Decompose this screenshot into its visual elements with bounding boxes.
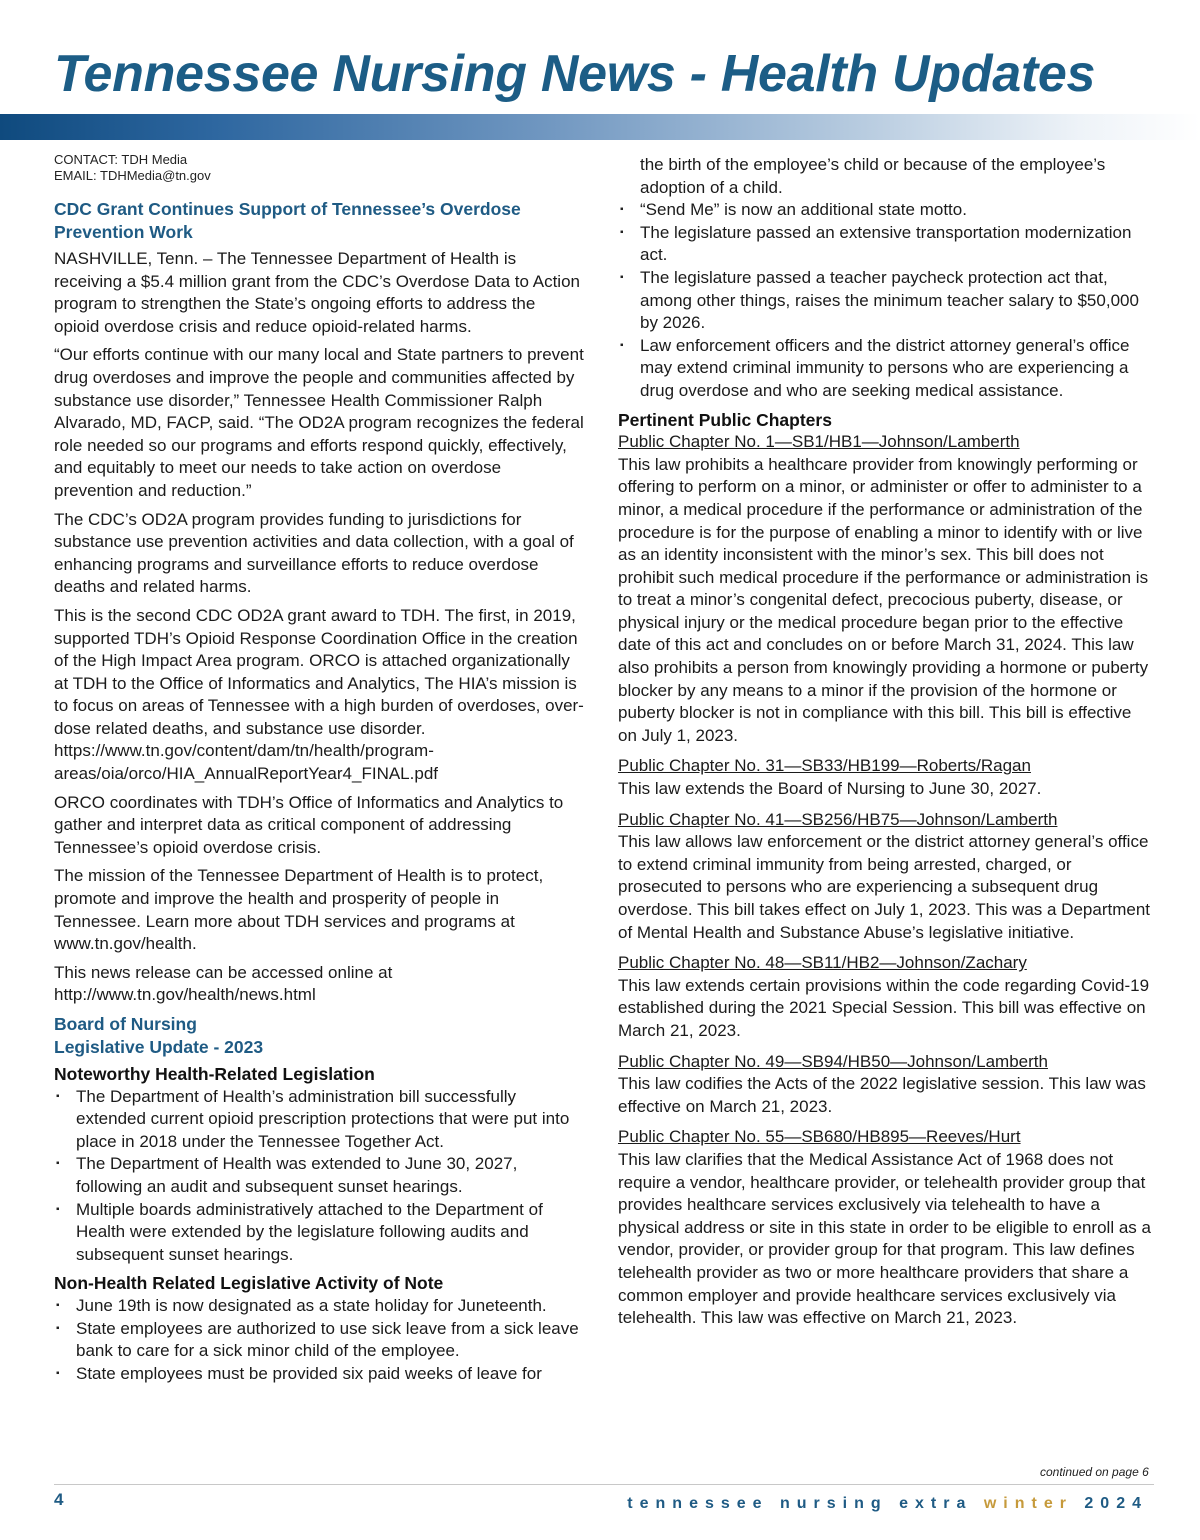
legislation-list bbox=[618, 199, 1153, 402]
nonhealth-heading: Non-Health Related Legislative Activity of Note bbox=[54, 1273, 444, 1294]
publication-name: tennessee nursing extra bbox=[627, 1495, 973, 1512]
right-column bbox=[618, 154, 1153, 1338]
issue-year: 2024 bbox=[1084, 1495, 1148, 1512]
list-item: ▪ June 19th is now designated as a state holiday for Juneteenth. bbox=[54, 1295, 584, 1318]
noteworthy-list bbox=[54, 1086, 584, 1267]
list-item: ▪ The Department of Health’s administration bill successfully extended current opioid prescription protections that were put into place in 2018 under the Tennessee Together Act. bbox=[54, 1086, 584, 1154]
noteworthy-heading: Noteworthy Health-Related Legislation bbox=[54, 1064, 375, 1084]
chapter-entry bbox=[618, 952, 1153, 1042]
footer-divider bbox=[54, 1484, 1154, 1485]
list-item: ▪ “Send Me” is now an additional state motto. bbox=[618, 199, 1153, 222]
chapter-entry bbox=[618, 1126, 1153, 1329]
list-item: ▪ Law enforcement officers and the district attorney general’s office may extend criminal immunity to persons who are experiencing a drug overdose and who are seeking medical assistance. bbox=[618, 335, 1153, 403]
board-title bbox=[54, 1013, 584, 1059]
chapter-title: Public Chapter No. 55—SB680/HB895—Reeves/Hurt bbox=[618, 1127, 1021, 1147]
chapter-title: Public Chapter No. 1—SB1/HB1—Johnson/Lamberth bbox=[618, 432, 1020, 452]
chapter-entry bbox=[618, 755, 1153, 800]
article-title: CDC Grant Continues Support of Tennessee’s Overdose Prevention Work bbox=[54, 199, 521, 242]
chapter-description: This law codifies the Acts of the 2022 legislative session. This law was effective on March 21, 2023. bbox=[618, 1074, 1146, 1116]
nonhealth-list bbox=[54, 1295, 584, 1385]
chapter-title: Public Chapter No. 48—SB11/HB2—Johnson/Zachary bbox=[618, 953, 1027, 973]
chapter-entry bbox=[618, 1051, 1153, 1119]
list-item: ▪ State employees must be provided six paid weeks of leave for bbox=[54, 1363, 584, 1386]
continued-note: continued on page 6 bbox=[1040, 1465, 1149, 1479]
article-paragraph: “Our efforts continue with our many local and State partners to prevent drug overdoses and improve the people and communities affected by substance use disorder,” Tennessee Health Commissioner Ralph Alvarado, MD, FACP, said. “The OD2A program recognizes the federal role needed so our programs and efforts respond quickly, effectively, and equitably to meet our needs to take action on overdose prevention and reduction.” bbox=[54, 345, 584, 500]
article-paragraph: The CDC’s OD2A program provides funding to jurisdictions for substance use prevention activities and data collection, with a goal of enhancing programs and surveillance efforts to reduce overdose deaths and related harms. bbox=[54, 509, 574, 597]
chapter-entry bbox=[618, 809, 1153, 945]
contact-line: CONTACT: TDH Media bbox=[54, 152, 188, 167]
masthead bbox=[0, 0, 1200, 140]
article-paragraph: This is the second CDC OD2A grant award to TDH. The first, in 2019, supported TDH’s Opioid Response Coordination Office in the creation of the High Impact Area program. ORCO is attached organizationally at TDH to the Office of Informatics and Analytics, The HIA’s mission is to focus on areas of Tennessee with a high burden of overdoses, over-dose related deaths, and substance use disorder. https://www.tn.gov/content/dam/tn/health/program-areas/oia/orco/HIA_AnnualReportYear4_FINAL.pdf bbox=[54, 605, 584, 784]
list-item: ▪ The legislature passed an extensive transportation modernization act. bbox=[618, 222, 1153, 267]
footer-publication-name bbox=[627, 1495, 1148, 1513]
left-column bbox=[54, 152, 584, 1391]
list-item: ▪ State employees are authorized to use sick leave from a sick leave bank to care for a sick minor child of the employee. bbox=[54, 1318, 584, 1363]
masthead-gradient-bar bbox=[0, 114, 1200, 140]
contact-block bbox=[54, 152, 584, 183]
chapter-entry bbox=[618, 431, 1153, 747]
board-title-line-1: Board of Nursing bbox=[54, 1014, 197, 1034]
chapter-title: Public Chapter No. 31—SB33/HB199—Roberts/Ragan bbox=[618, 756, 1031, 776]
chapter-description: This law extends the Board of Nursing to June 30, 2027. bbox=[618, 779, 1042, 799]
issue-season: winter bbox=[983, 1495, 1073, 1512]
chapter-description: This law prohibits a healthcare provider from knowingly performing or offering to perform on a minor, or administer or offer to administer to a minor, a medical procedure if the performance or administration of the procedure is for the purpose of enabling a minor to identify with or live as an identity inconsistent with the minor’s sex. This bill does not prohibit such medical procedure if the performance or administration is to treat a minor’s congenital defect, precocious puberty, disease, or physical injury or the medical procedure began prior to the effective date of this act and concludes on or before March 31, 2024. This law also prohibits a person from knowingly providing a hormone or puberty blocker by any means to a minor if the provision of the hormone or puberty blocker is not in compliance with this bill. This bill is effective on July 1, 2023. bbox=[618, 454, 1149, 745]
chapter-title: Public Chapter No. 49—SB94/HB50—Johnson/Lamberth bbox=[618, 1051, 1048, 1071]
page-title: Tennessee Nursing News - Health Updates bbox=[54, 45, 1096, 103]
article-paragraph: The mission of the Tennessee Department of Health is to protect, promote and improve the health and prosperity of people in Tennessee. Learn more about TDH services and programs at www.tn.gov/health. bbox=[54, 866, 544, 954]
chapters-heading: Pertinent Public Chapters bbox=[618, 409, 832, 430]
article-paragraph: NASHVILLE, Tenn. – The Tennessee Department of Health is receiving a $5.4 million grant from the CDC’s Overdose Data to Action program to strengthen the State’s ongoing efforts to address the opioid overdose crisis and reduce opioid-related harms. bbox=[54, 249, 580, 336]
list-item: ▪ The legislature passed a teacher paycheck protection act that, among other things, raises the minimum teacher salary to $50,000 by 2026. bbox=[618, 267, 1153, 335]
list-item: ▪ Multiple boards administratively attached to the Department of Health were extended by the legislature following audits and subsequent sunset hearings. bbox=[54, 1199, 584, 1267]
continued-list-text: the birth of the employee’s child or because of the employee’s adoption of a child. bbox=[640, 155, 1106, 197]
list-item: ▪ The Department of Health was extended to June 30, 2027, following an audit and subsequent sunset hearings. bbox=[54, 1153, 584, 1198]
page-number: 4 bbox=[54, 1490, 64, 1509]
email-line: EMAIL: TDHMedia@tn.gov bbox=[54, 167, 211, 183]
chapter-description: This law allows law enforcement or the district attorney general’s office to extend criminal immunity from being arrested, charged, or prosecuted to persons who are experiencing a subsequent drug overdose. This bill takes effect on July 1, 2023. This was a Department of Mental Health and Substance Abuse’s legislative initiative. bbox=[618, 832, 1151, 942]
chapter-description: This law extends certain provisions within the code regarding Covid-19 established during the 2021 Special Session. This bill was effective on March 21, 2023. bbox=[618, 975, 1150, 1040]
article-paragraph: ORCO coordinates with TDH’s Office of Informatics and Analytics to gather and interpret data as critical component of addressing Tennessee’s opioid overdose crisis. bbox=[54, 792, 564, 857]
chapter-description: This law clarifies that the Medical Assistance Act of 1968 does not require a vendor, healthcare provider, or telehealth provider group that provides healthcare services exclusively via telehealth to have a physical address or site in this state in order to be eligible to enroll as a vendor, provider, or provider group for that program. This law defines telehealth provider as two or more healthcare providers that share a common employer and provide healthcare services exclusively via telehealth. This law was effective on March 21, 2023. bbox=[618, 1149, 1151, 1328]
article-paragraph: This news release can be accessed online at http://www.tn.gov/health/news.html bbox=[54, 962, 393, 1005]
board-title-line-2: Legislative Update - 2023 bbox=[54, 1037, 264, 1057]
chapter-title: Public Chapter No. 41—SB256/HB75—Johnson/Lamberth bbox=[618, 809, 1058, 829]
